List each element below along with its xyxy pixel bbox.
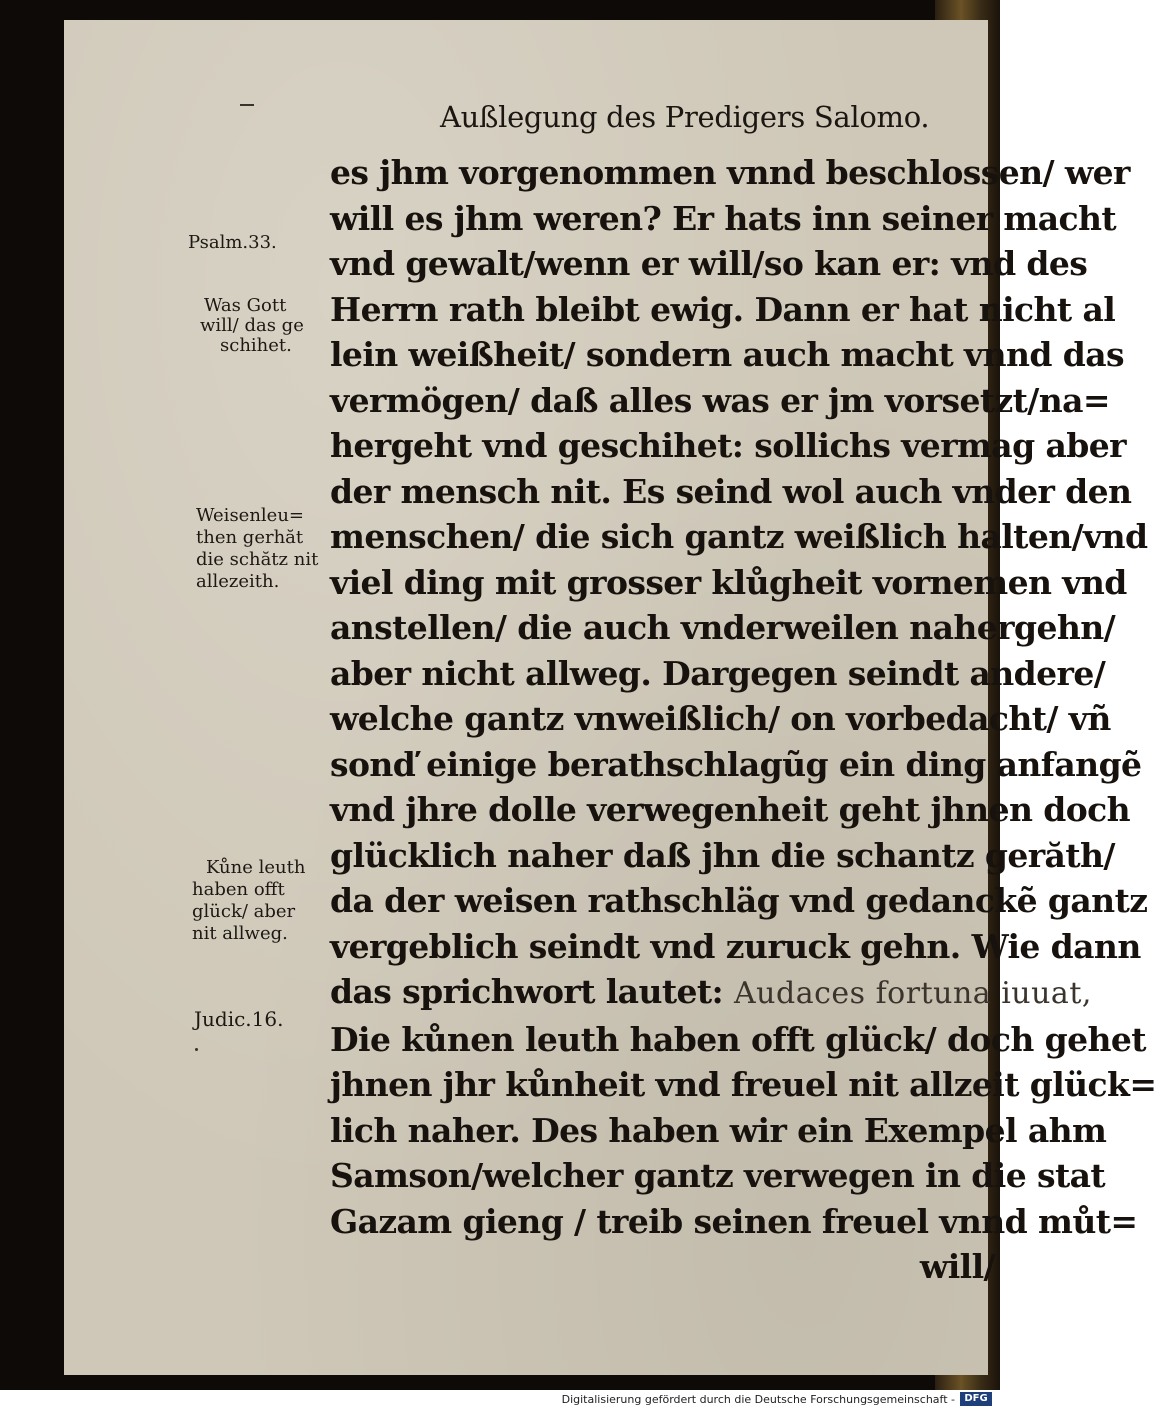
text-line: Gazam gieng / treib seinen freuel vnnd můt= — [330, 1201, 1138, 1241]
text-line: welche gantz vnweißlich/ on vorbedacht/ vñ — [330, 699, 1111, 738]
text-line: anstellen/ die auch vnderweilen nahergehn/ — [330, 608, 1116, 647]
margin-note-weisen — [196, 505, 318, 593]
text-line: aber nicht allweg. Dargegen seindt andere/ — [330, 653, 1106, 693]
margin-note-line: Was Gott — [204, 295, 287, 316]
margin-note-line: schihet. — [220, 335, 292, 356]
margin-note-line: Weisenleu= — [196, 505, 305, 526]
catchword: will/ — [919, 1247, 995, 1286]
margin-note-line: Psalm.33. — [188, 232, 277, 253]
ink-speck — [195, 1048, 198, 1051]
text-line: der mensch nit. Es seind wol auch vnder den — [330, 471, 1132, 511]
footer-credit: Digitalisierung gefördert durch die Deutsche Forschungsgemeinschaft - — [561, 1393, 955, 1406]
text-line-start: das sprichwort lautet: — [330, 972, 734, 1011]
margin-note-line: die schătz nit — [196, 549, 319, 570]
text-line: da der weisen rathschläg vnd gedanckẽ gantz — [330, 881, 1148, 920]
margin-note-line: glück/ aber — [192, 901, 296, 922]
text-line-with-latin — [330, 969, 1092, 1017]
margin-note-line: Judic.16. — [194, 1007, 284, 1031]
text-line: vnd gewalt/wenn er will/so kan er: vnd des — [330, 244, 1088, 283]
text-line: lein weißheit/ sondern auch macht vnnd das — [330, 335, 1125, 374]
text-line: viel ding mit grosser klůgheit vornemen vnd — [330, 562, 1127, 602]
running-head: Außlegung des Predigers Salomo. — [440, 100, 930, 134]
margin-note-line: allezeith. — [196, 571, 280, 592]
text-line: vnd jhre dolle verwegenheit geht jhnen doch — [330, 790, 1131, 829]
text-line: glücklich naher daß jhn die schantz gerăth/ — [330, 835, 1115, 875]
dfg-logo: DFG — [960, 1392, 992, 1406]
margin-note-judic — [194, 1008, 283, 1030]
text-line: vergeblich seindt vnd zuruck gehn. Wie dann — [330, 926, 1141, 966]
text-line: es jhm vorgenommen vnnd beschlossen/ wer — [330, 153, 1130, 192]
margin-note-line: nit allweg. — [192, 923, 288, 944]
page-mark — [240, 104, 254, 106]
text-line: hergeht vnd geschihet: sollichs vermag aber — [330, 426, 1126, 465]
text-line: lich naher. Des haben wir ein Exempel ahm — [330, 1110, 1107, 1150]
text-line: Die kůnen leuth haben offt glück/ doch gehet — [330, 1019, 1146, 1059]
margin-note-line: then gerhăt — [196, 527, 304, 548]
text-line: Herrn rath bleibt ewig. Dann er hat nicht al — [330, 289, 1116, 329]
margin-note-kuene — [192, 857, 305, 945]
latin-phrase: Audaces fortuna iuuat, — [734, 976, 1092, 1011]
text-line: Samson/welcher gantz verwegen in die stat — [330, 1156, 1106, 1195]
text-line: sonď einige berathschlagũg ein ding anfangẽ — [330, 744, 1142, 784]
margin-note-gott — [200, 296, 304, 356]
margin-note-psalm — [188, 232, 277, 254]
text-line: vermögen/ daß alles was er jm vorsetzt/na= — [330, 380, 1110, 420]
text-line: will es jhm weren? Er hats inn seiner macht — [330, 198, 1117, 238]
text-line: jhnen jhr kůnheit vnd freuel nit allzeit glück= — [330, 1065, 1156, 1104]
margin-note-line: haben offt — [192, 879, 285, 900]
margin-note-line: Kůne leuth — [206, 857, 306, 878]
text-line: menschen/ die sich gantz weißlich halten/vnd — [330, 517, 1148, 556]
main-text-block — [330, 150, 1156, 1290]
margin-note-line: will/ das ge — [200, 315, 304, 336]
